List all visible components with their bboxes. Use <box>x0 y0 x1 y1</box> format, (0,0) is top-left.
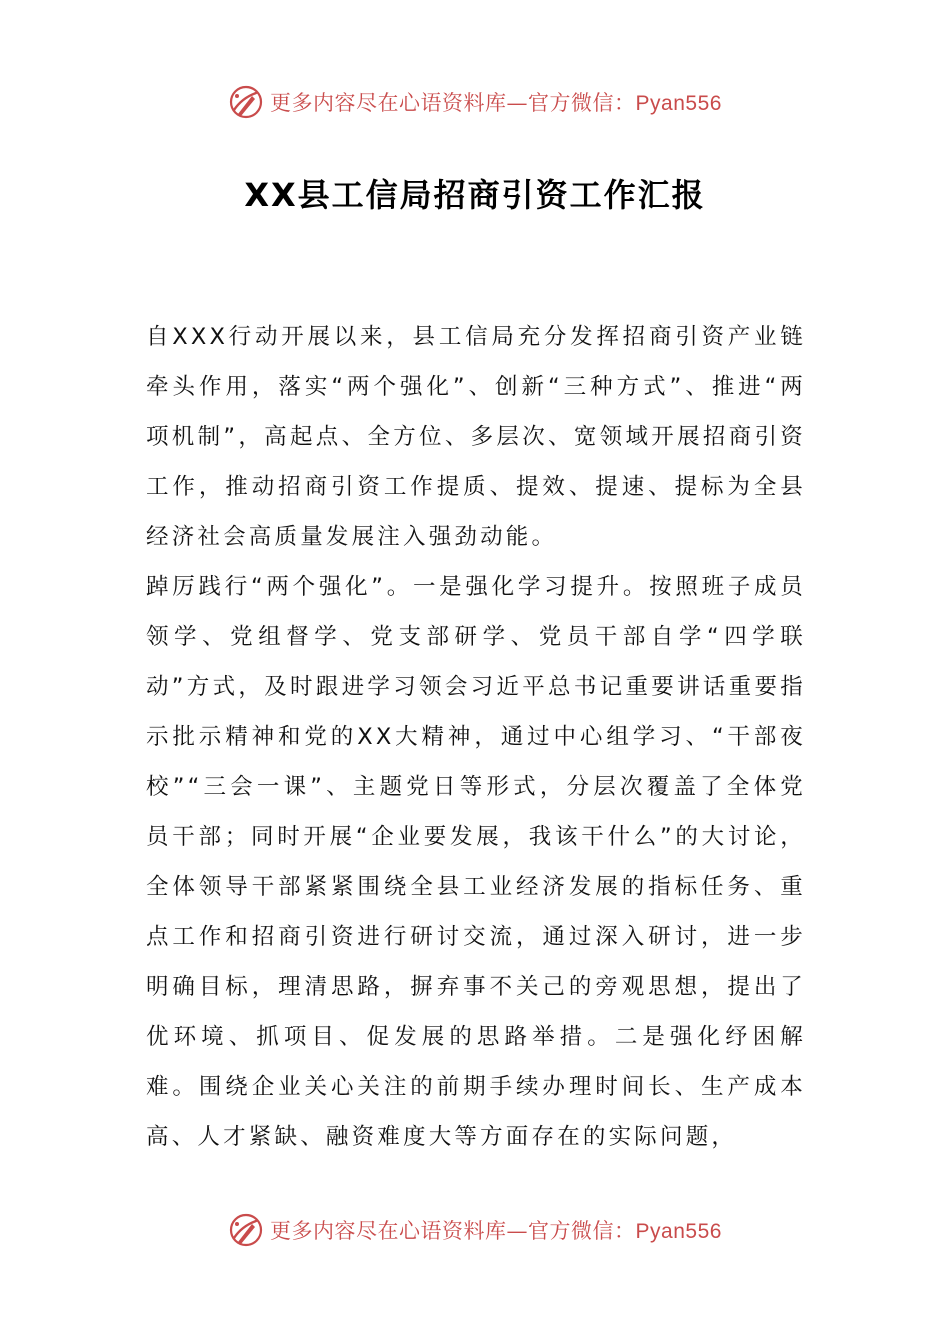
header-banner-text: 更多内容尽在心语资料库—官方微信：Pyan556 <box>270 91 722 115</box>
header-banner <box>0 80 950 124</box>
footer-banner-text: 更多内容尽在心语资料库—官方微信：Pyan556 <box>270 1219 722 1243</box>
paragraph-two-strengthen: 踔厉践行“两个强化”。一是强化学习提升。按照班子成员领学、党组督学、党支部研学、党员干部自学“四学联动”方式，及时跟进学习领会习近平总书记重要讲话重要指示批示精神和党的XX大精神，通过中心组学习、“干部夜校”“三会一课”、主题党日等形式，分层次覆盖了全体党员干部；同时开展“企业要发展，我该干什么”的大讨论，全体领导干部紧紧围绕全县工业经济发展的指标任务、重点工作和招商引资进行研讨交流，通过深入研讨，进一步明确目标，理清思路，摒弃事不关己的旁观思想，提出了优环境、抓项目、促发展的思路举措。二是强化纾困解难。围绕企业关心关注的前期手续办理时间长、生产成本高、人才紧缺、融资难度大等方面存在的实际问题， <box>146 574 806 1150</box>
pen-logo-icon <box>228 1212 264 1248</box>
pen-logo-icon <box>228 84 264 120</box>
header-wechat-id: Pyan556 <box>635 92 722 115</box>
document-body <box>146 312 806 1162</box>
footer-wechat-id: Pyan556 <box>635 1220 722 1243</box>
paragraph-intro: 自XXX行动开展以来，县工信局充分发挥招商引资产业链牵头作用，落实“两个强化”、创新“三种方式”、推进“两项机制”，高起点、全方位、多层次、宽领域开展招商引资工作，推动招商引资工作提质、提效、提速、提标为全县经济社会高质量发展注入强劲动能。 <box>146 324 806 550</box>
footer-banner <box>0 1208 950 1252</box>
document-title: XX县工信局招商引资工作汇报 <box>244 176 706 214</box>
